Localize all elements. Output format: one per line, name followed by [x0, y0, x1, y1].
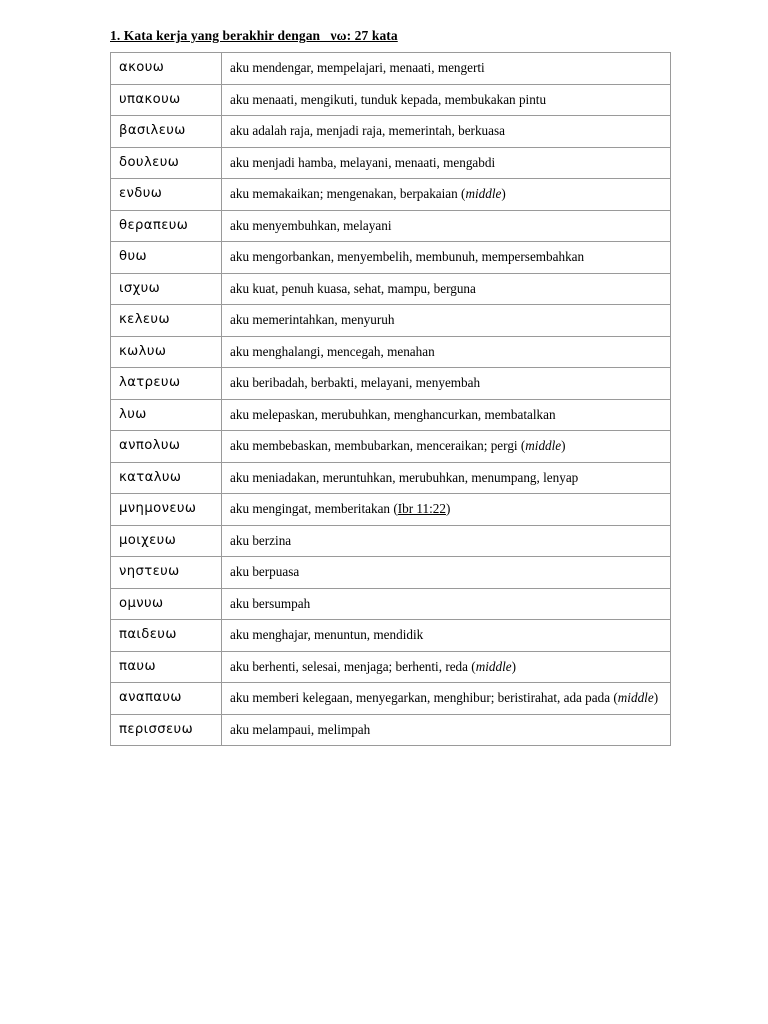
- greek-word-cell: αναπαυω: [111, 683, 222, 715]
- meaning-text: aku memerintahkan, menyuruh: [230, 312, 395, 327]
- meaning-text-tail: ): [511, 658, 517, 674]
- meaning-text: aku berhenti, selesai, menjaga; berhenti, reda (: [230, 658, 476, 674]
- table-row: [111, 336, 671, 368]
- voice-annotation: middle: [617, 690, 654, 705]
- meaning-cell: [222, 431, 671, 463]
- meaning-text: aku memberi kelegaan, menyegarkan, menghibur; beristirahat, ada pada (: [230, 690, 618, 705]
- table-row: [111, 53, 671, 85]
- greek-word-cell: ομνυω: [111, 588, 222, 620]
- meaning-cell: [222, 714, 671, 746]
- meaning-cell: [222, 53, 671, 85]
- greek-word-cell: θεραπευω: [111, 210, 222, 242]
- scripture-reference-link[interactable]: Ibr 11:22: [397, 501, 446, 516]
- table-row: [111, 494, 671, 526]
- greek-word-cell: νηστευω: [111, 557, 222, 589]
- table-body: [111, 53, 671, 746]
- table-row: [111, 84, 671, 116]
- meaning-text: aku menghalangi, mencegah, menahan: [230, 343, 435, 359]
- meaning-cell: [222, 651, 671, 683]
- meaning-cell: [222, 84, 671, 116]
- greek-word-cell: ενδυω: [111, 179, 222, 211]
- greek-word-cell: λατρευω: [111, 368, 222, 400]
- page-title: 1. Kata kerja yang berakhir dengan _νω: 27 kata: [110, 28, 398, 43]
- meaning-cell: [222, 242, 671, 274]
- greek-word-cell: παιδευω: [111, 620, 222, 652]
- greek-word-cell: βασιλευω: [111, 116, 222, 148]
- meaning-cell: [222, 116, 671, 148]
- greek-word-cell: καταλυω: [111, 462, 222, 494]
- voice-annotation: middle: [475, 658, 512, 674]
- meaning-cell: [222, 399, 671, 431]
- meaning-text: aku meniadakan, meruntuhkan, merubuhkan, menumpang, lenyap: [230, 469, 579, 485]
- table-row: [111, 525, 671, 557]
- meaning-cell: [222, 683, 671, 715]
- greek-word-cell: υπακουω: [111, 84, 222, 116]
- voice-annotation: middle: [525, 438, 562, 453]
- meaning-cell: [222, 305, 671, 337]
- meaning-cell: [222, 620, 671, 652]
- meaning-text: aku kuat, penuh kuasa, sehat, mampu, berguna: [230, 280, 476, 296]
- table-row: [111, 179, 671, 211]
- meaning-cell: [222, 336, 671, 368]
- meaning-cell: [222, 588, 671, 620]
- greek-word-cell: ισχυω: [111, 273, 222, 305]
- greek-word-cell: κωλυω: [111, 336, 222, 368]
- meaning-text-tail: ): [653, 690, 659, 705]
- table-row: [111, 588, 671, 620]
- meaning-cell: [222, 147, 671, 179]
- table-row: [111, 368, 671, 400]
- meaning-text: aku berzina: [230, 532, 292, 548]
- table-row: [111, 116, 671, 148]
- table-row: [111, 462, 671, 494]
- meaning-text-tail: ): [445, 501, 451, 516]
- table-row: [111, 683, 671, 715]
- greek-word-cell: περισσευω: [111, 714, 222, 746]
- table-row: [111, 210, 671, 242]
- table-row: [111, 714, 671, 746]
- meaning-cell: [222, 525, 671, 557]
- table-row: [111, 399, 671, 431]
- meaning-cell: [222, 179, 671, 211]
- meaning-text: aku mengorbankan, menyembelih, membunuh, mempersembahkan: [230, 249, 585, 264]
- table-row: [111, 273, 671, 305]
- greek-word-cell: δουλευω: [111, 147, 222, 179]
- meaning-text: aku melepaskan, merubuhkan, menghancurkan, membatalkan: [230, 406, 556, 422]
- table-row: [111, 651, 671, 683]
- meaning-text: aku adalah raja, menjadi raja, memerintah, berkuasa: [230, 123, 505, 138]
- meaning-text: aku bersumpah: [230, 595, 311, 611]
- voice-annotation: middle: [465, 186, 502, 201]
- meaning-text: aku menghajar, menuntun, mendidik: [230, 627, 424, 642]
- table-row: [111, 242, 671, 274]
- greek-word-cell: ανπολυω: [111, 431, 222, 463]
- greek-word-cell: θυω: [111, 242, 222, 274]
- meaning-text: aku melampaui, melimpah: [230, 721, 371, 737]
- meaning-text: aku menjadi hamba, melayani, menaati, mengabdi: [230, 154, 496, 170]
- meaning-cell: [222, 273, 671, 305]
- greek-word-cell: ακουω: [111, 53, 222, 85]
- meaning-cell: [222, 494, 671, 526]
- meaning-text-tail: ): [561, 438, 566, 453]
- meaning-cell: [222, 462, 671, 494]
- meaning-text: aku membebaskan, membubarkan, menceraikan; pergi (: [230, 438, 526, 453]
- meaning-cell: [222, 557, 671, 589]
- meaning-text: aku beribadah, berbakti, melayani, menyembah: [230, 375, 481, 390]
- greek-word-cell: μοιχευω: [111, 525, 222, 557]
- vocabulary-table: [110, 52, 671, 746]
- meaning-cell: [222, 368, 671, 400]
- meaning-text: aku berpuasa: [230, 564, 300, 579]
- meaning-text-tail: ): [501, 186, 506, 201]
- meaning-text: aku mendengar, mempelajari, menaati, mengerti: [230, 60, 485, 75]
- greek-word-cell: παυω: [111, 651, 222, 683]
- meaning-cell: [222, 210, 671, 242]
- table-row: [111, 620, 671, 652]
- table-row: [111, 431, 671, 463]
- meaning-text: aku memakaikan; mengenakan, berpakaian (: [230, 186, 466, 201]
- meaning-text: aku menyembuhkan, melayani: [230, 217, 392, 233]
- table-row: [111, 305, 671, 337]
- table-row: [111, 557, 671, 589]
- greek-word-cell: λυω: [111, 399, 222, 431]
- greek-word-cell: μνημονευω: [111, 494, 222, 526]
- greek-word-cell: κελευω: [111, 305, 222, 337]
- meaning-text: aku menaati, mengikuti, tunduk kepada, membukakan pintu: [230, 91, 547, 107]
- table-row: [111, 147, 671, 179]
- meaning-text: aku mengingat, memberitakan (: [230, 501, 398, 516]
